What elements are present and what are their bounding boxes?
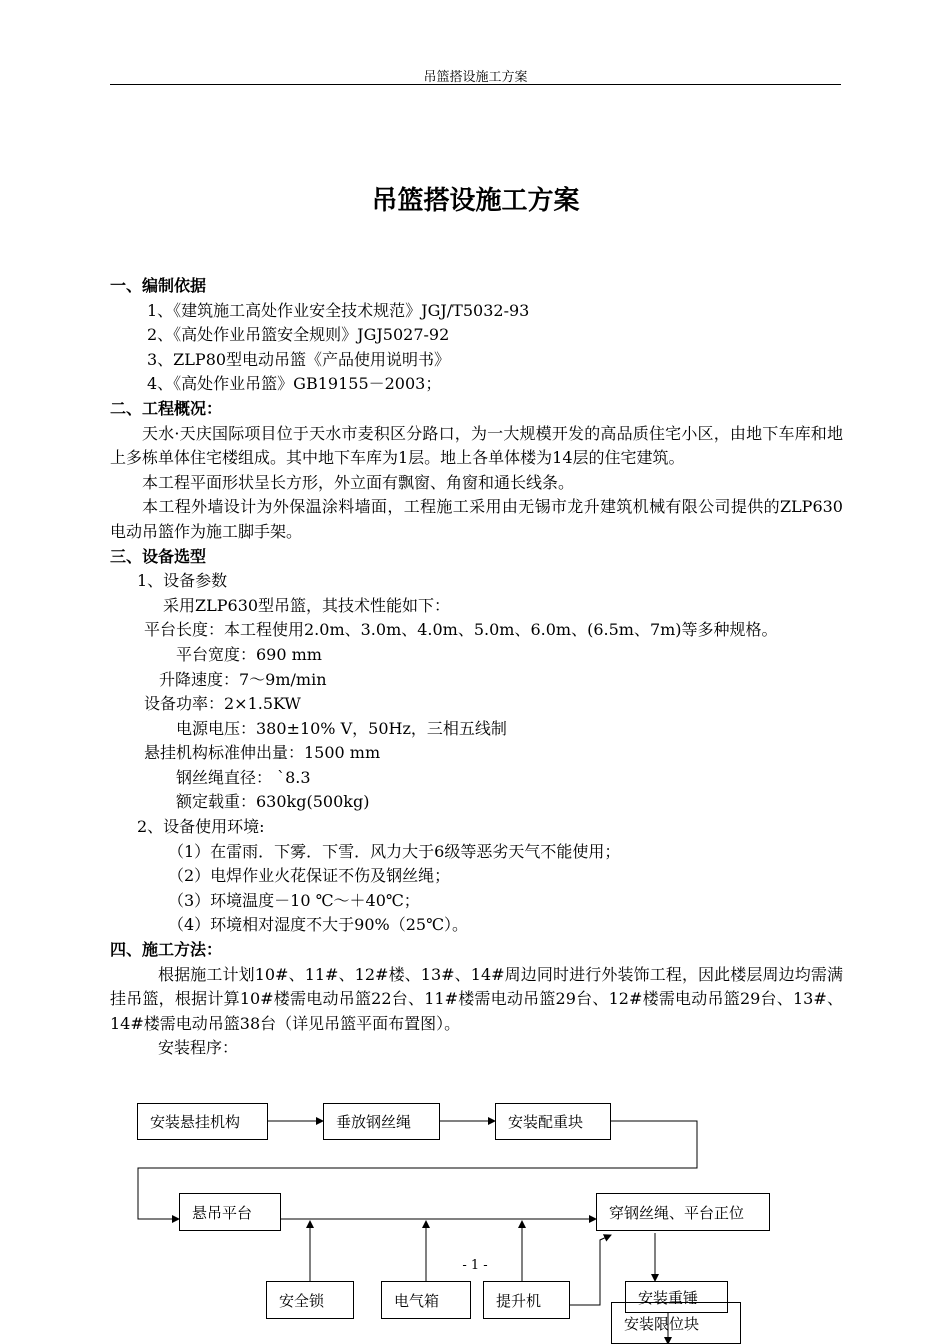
reference-item: 4、《高处作业吊篮》GB19155－2003； [147,374,442,394]
document-title: 吊篮搭设施工方案 [371,186,580,216]
param-line: 升降速度：7～9m/min [159,669,327,689]
flow-step-install-limit-block: 安装限位块 [611,1302,741,1344]
overview-paragraph: 天水·天庆国际项目位于天水市麦积区分路口，为一大规模开发的高品质住宅小区，由地下车库和地上多栋单体住宅楼组成。其中地下车库为1层。地上各单体楼为14层的住宅建筑。 [110,423,843,468]
param-line: 额定载重：630kg(500kg) [176,792,370,812]
flow-step-hoist: 提升机 [483,1281,570,1319]
env-line: （4）环境相对湿度不大于90%（25℃）。 [168,915,469,935]
procedure-label: 安装程序： [158,1038,239,1058]
flow-step-lower-wire-rope: 垂放钢丝绳 [323,1103,440,1140]
overview-paragraph: 本工程平面形状呈长方形，外立面有飘窗、角窗和通长线条。 [142,472,575,492]
subsection-heading: 2、设备使用环境: [137,817,265,837]
flow-step-install-heavy-hammer: 安装重锤 [625,1281,728,1313]
param-line: 悬挂机构标准伸出量：1500 mm [144,743,381,763]
method-paragraph: 根据施工计划10#、11#、12#楼、13#、14#周边同时进行外装饰工程，因此楼层周边均需满挂吊篮，根据计算10#楼需电动吊篮22台、11#楼需电动吊篮29台、12#楼需电动吊篮29台、13#、14#楼需电动吊篮38台（详见吊篮平面布置图）。 [110,964,843,1033]
reference-item: 2、《高处作业吊篮安全规则》JGJ5027-92 [147,325,450,345]
env-line: （3）环境温度－10 ℃～＋40℃； [168,890,420,910]
section-heading-1: 一、编制依据 [110,276,207,295]
param-line: 平台长度：本工程使用2.0m、3.0m、4.0m、5.0m、6.0m、(6.5m、7m)等多种规格。 [144,620,778,640]
env-line: （2）电焊作业火花保证不伤及钢丝绳； [168,866,451,886]
flow-step-install-suspension: 安装悬挂机构 [137,1103,268,1140]
section-heading-3: 三、设备选型 [110,546,207,566]
reference-item: 3、ZLP80型电动吊篮《产品使用说明书》 [147,349,451,369]
flow-step-safety-lock: 安全锁 [266,1281,354,1319]
overview-paragraph: 本工程外墙设计为外保温涂料墙面，工程施工采用由无锡市龙升建筑机械有限公司提供的ZLP630电动吊篮作为施工脚手架。 [110,497,843,541]
section-heading-2: 二、工程概况： [110,398,223,418]
env-line: （1）在雷雨．下雾．下雪．风力大于6级等恶劣天气不能使用； [168,841,621,861]
param-line: 电源电压：380±10% V，50Hz，三相五线制 [176,718,507,738]
page-header: 吊篮搭设施工方案 [423,70,528,85]
subsection-heading: 1、设备参数 [137,571,228,591]
flow-step-thread-rope-position-platform: 穿钢丝绳、平台正位 [596,1193,770,1231]
param-line: 平台宽度：690 mm [176,644,322,664]
flow-step-suspend-platform: 悬吊平台 [179,1193,281,1231]
param-line: 设备功率：2×1.5KW [144,694,301,714]
flow-step-electrical-box: 电气箱 [381,1281,471,1319]
flow-step-install-counterweight: 安装配重块 [495,1103,611,1140]
params-intro: 采用ZLP630型吊篮，其技术性能如下： [163,595,451,615]
page-number: - 1 - [462,1258,488,1273]
section-heading-4: 四、施工方法： [110,940,223,960]
reference-item: 1、《建筑施工高处作业安全技术规范》JGJ/T5032-93 [147,300,530,320]
param-line: 钢丝绳直径： `8.3 [176,767,311,787]
